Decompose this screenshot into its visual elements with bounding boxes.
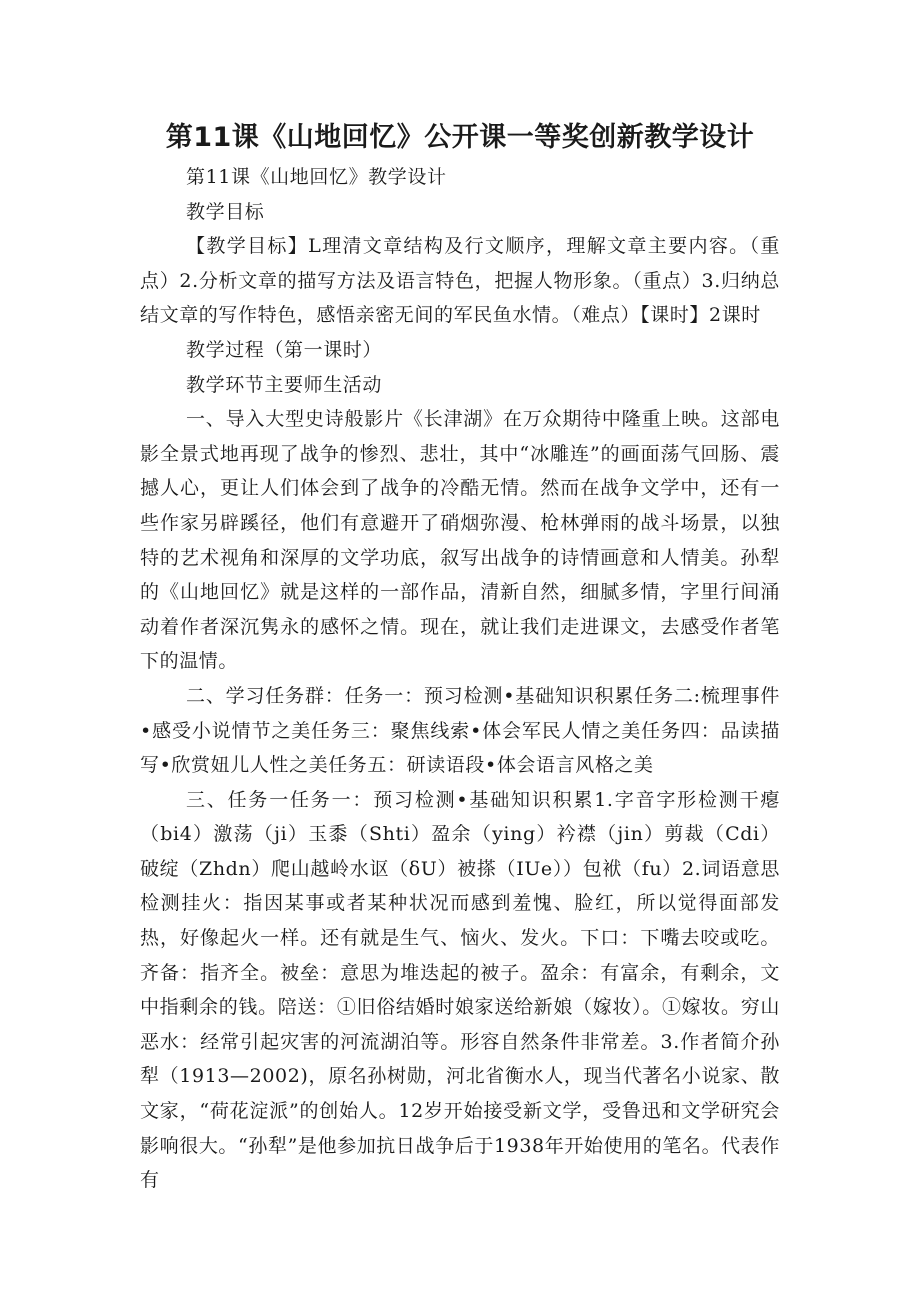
section-heading-activities: 教学环节主要师生活动 — [186, 373, 383, 396]
paragraph-introduction: 一、导入大型史诗般影片《长津湖》在万众期待中隆重上映。这部电影全景式地再现了战争的惨烈、悲壮，其中“冰雕连”的画面荡气回肠、震撼人心，更让人们体会到了战争的冷酷无情。然而在战争文学中，还有一些作家另辟蹊径，他们有意避开了硝烟弥漫、枪林弹雨的战斗场景，以独特的艺术视角和深厚的文学功底，叙写出战争的诗情画意和人情美。孙犁的《山地回忆》就是这样的一部作品，清新自然，细腻多情，字里行间涌动着作者深沉隽永的感怀之情。现在，就让我们走进课文，去感受作者笔下的温情。 — [140, 408, 780, 673]
section-heading-process: 教学过程（第一课时） — [186, 338, 383, 361]
section-heading-objectives: 教学目标 — [186, 200, 265, 223]
document-title: 第11课《山地回忆》公开课一等奖创新教学设计 — [165, 122, 755, 153]
paragraph-task-groups: 二、学习任务群：任务一：预习检测•基础知识积累任务二:梳理事件•感受小说情节之美任务三：聚焦线索•体会军民人情之美任务四：品读描写•欣赏妞儿人性之美任务五：研读语段•体会语言风格之美 — [140, 684, 780, 777]
document-body — [140, 160, 780, 1198]
paragraph-task-one: 三、任务一任务一：预习检测•基础知识积累1.字音字形检测干瘪（bi4）激荡（ji）玉黍（Shti）盈余（ying）衿襟（jin）剪裁（Cdi）破绽（Zhdn）爬山越岭水讴（δU）被搽（IUe））包袱（fu）2.词语意思检测挂火：指因某事或者某种状况而感到羞愧、脸红，所以觉得面部发热，好像起火一样。还有就是生气、恼火、发火。下口：下嘴去咬或吃。齐备：指齐全。被垒：意思为堆迭起的被子。盈余：有富余，有剩余，文中指剩余的钱。陪送：①旧俗结婚时娘家送给新娘（嫁妆）。①嫁妆。穷山恶水：经常引起灾害的河流湖泊等。形容自然条件非常差。3.作者简介孙犁（1913—2002)，原名孙树勋，河北省衡水人，现当代著名小说家、散文家，“荷花淀派”的创始人。12岁开始接受新文学，受鲁迅和文学研究会影响很大。“孙犁”是他参加抗日战争后于1938年开始使用的笔名。代表作有 — [140, 788, 780, 1192]
paragraph-objectives: 【教学目标】L理清文章结构及行文顺序，理解文章主要内容。（重点）2.分析文章的描写方法及语言特色，把握人物形象。（重点）3.归纳总结文章的写作特色，感悟亲密无间的军民鱼水情。（难点）【课时】2课时 — [140, 235, 780, 327]
lesson-subtitle: 第11课《山地回忆》教学设计 — [186, 166, 447, 188]
